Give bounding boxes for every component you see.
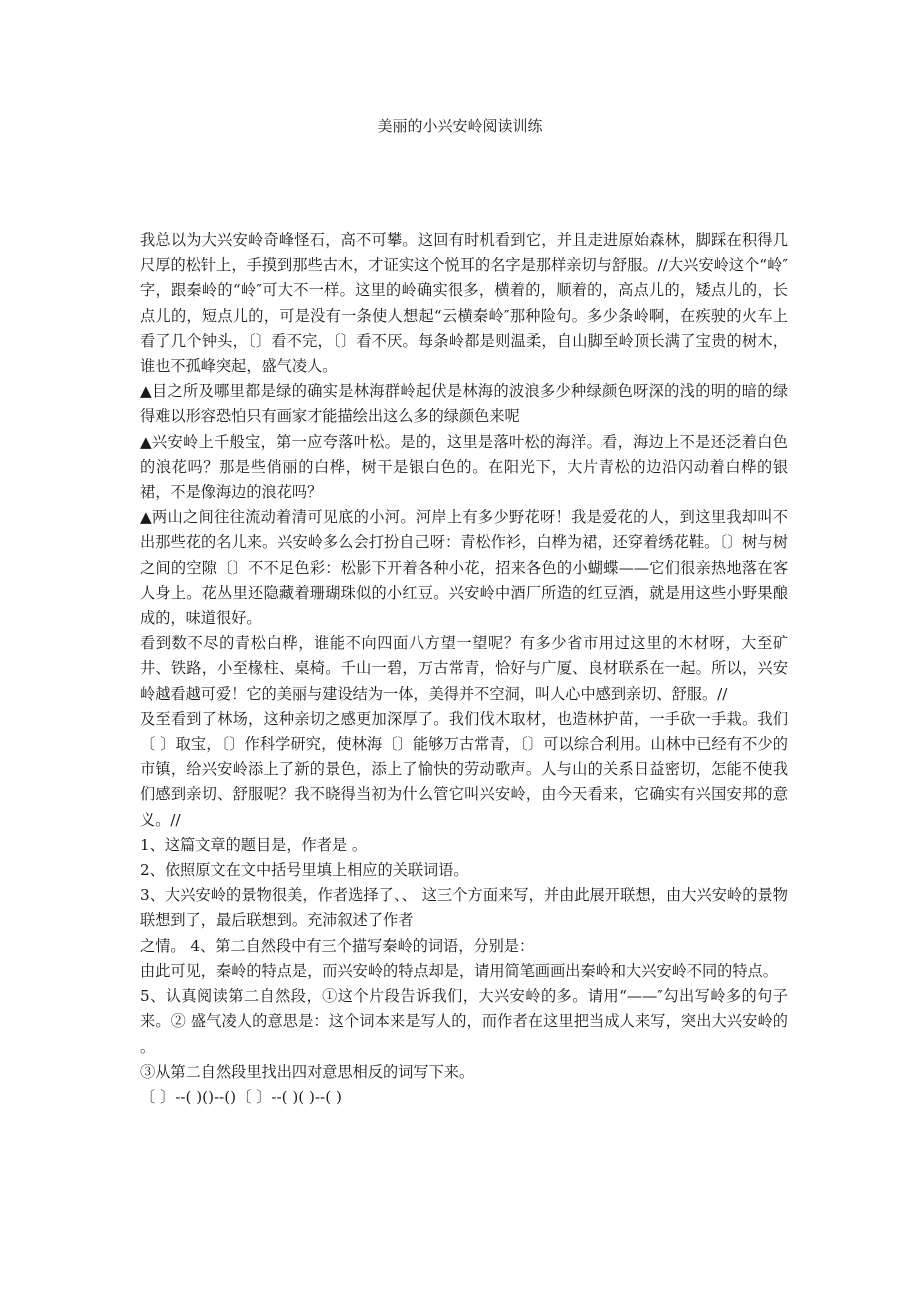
answer-blanks: 〔 〕--( )()--()〔 〕--( )( )--( ): [140, 1087, 342, 1106]
question-3: 3、大兴安岭的景物很美，作者选择了、、 这三个方面来写，并由此展开联想，由大兴安岭的景物联想到了，最后联想到。充沛叙述了作者: [140, 886, 788, 930]
paragraph-green: ▲目之所及哪里都是绿的确实是林海群岭起伏是林海的波浪多少种绿颜色呀深的浅的明的暗的绿得难以形容恐怕只有画家才能描绘出这么多的绿颜色来呢: [140, 382, 788, 426]
question-2: 2、依照原文在文中括号里填上相应的关联词语。: [140, 861, 469, 880]
document-title: 美丽的小兴安岭阅读训练: [377, 117, 543, 135]
paragraph-rivers: ▲两山之间往往流动着清可见底的小河。河岸上有多少野花呀！我是爱花的人，到这里我却叫不出那些花的名儿来。兴安岭多么会打扮自己呀：青松作衫，白桦为裙，还穿着绣花鞋。〔〕树与树之间的空隙〔〕不不足色彩：松影下开着各种小花，招来各色的小蝴蝶——它们很亲热地落在客人身上。花丛里还隐藏着珊瑚珠似的小红豆。兴安岭中酒厂所造的红豆酒，就是用这些小野果酿成的，味道很好。: [140, 508, 788, 628]
paragraph-larch: ▲兴安岭上千般宝，第一应夸落叶松。是的，这里是落叶松的海洋。看，海边上不是还泛着白色的浪花吗？那是些俏丽的白桦，树干是银白色的。在阳光下，大片青松的边沿闪动着白桦的银裙，不是像海边的浪花吗？: [140, 432, 788, 502]
paragraph-intro: 我总以为大兴安岭奇峰怪石，高不可攀。这回有时机看到它，并且走进原始森林，脚踩在积得几尺厚的松针上，手摸到那些古木，才证实这个悦耳的名字是那样亲切与舒服。//大兴安岭这个“岭″字，跟秦岭的“岭″可大不一样。这里的岭确实很多，横着的，顺着的，高点儿的，矮点儿的，长点儿的，短点儿的，可是没有一条使人想起“云横秦岭″那种险句。多少条岭啊，在疾驶的火车上看了几个钟头，〔〕看不完，〔〕看不厌。每条岭都是则温柔，自山脚至岭顶长满了宝贵的树木，谁也不孤峰突起，盛气凌人。: [140, 231, 788, 376]
question-4-continued: 由此可见，秦岭的特点是，而兴安岭的特点却是，请用简笔画画出秦岭和大兴安岭不同的特点。: [140, 961, 778, 980]
question-4: 之情。 4、第二自然段中有三个描写秦岭的词语，分别是：: [140, 936, 535, 955]
paragraph-timber: 看到数不尽的青松白桦，谁能不向四面八方望一望呢？有多少省市用过这里的木材呀，大至矿井、铁路，小至椽柱、桌椅。千山一碧，万古常青，恰好与广厦、良材联系在一起。所以，兴安岭越看越可爱！它的美丽与建设结为一体，美得并不空洞，叫人心中感到亲切、舒服。//: [140, 634, 788, 703]
document-body: [140, 228, 788, 1110]
question-5-part-3: ③从第二自然段里找出四对意思相反的词写下来。: [140, 1062, 475, 1081]
paragraph-forest-farm: 及至看到了林场，这种亲切之感更加深厚了。我们伐木取材，也造林护苗，一手砍一手栽。我们〔 〕取宝，〔〕作科学研究，使林海〔〕能够万古常青，〔〕可以综合利用。山林中已经有不少的市镇，给兴安岭添上了新的景色，添上了愉快的劳动歌声。人与山的关系日益密切，怎能不使我们感到亲切、舒服呢？我不晓得当初为什么管它叫兴安岭，由今天看来，它确实有兴国安邦的意义。//: [140, 709, 788, 829]
question-1: 1、这篇文章的题目是，作者是 。: [140, 835, 368, 854]
question-5: 5、认真阅读第二自然段，①这个片段告诉我们，大兴安岭的多。请用“——″勾出写岭多的句子来。② 盛气凌人的意思是：这个词本来是写人的，而作者在这里把当成人来写，突出大兴安岭的 。: [140, 987, 788, 1056]
